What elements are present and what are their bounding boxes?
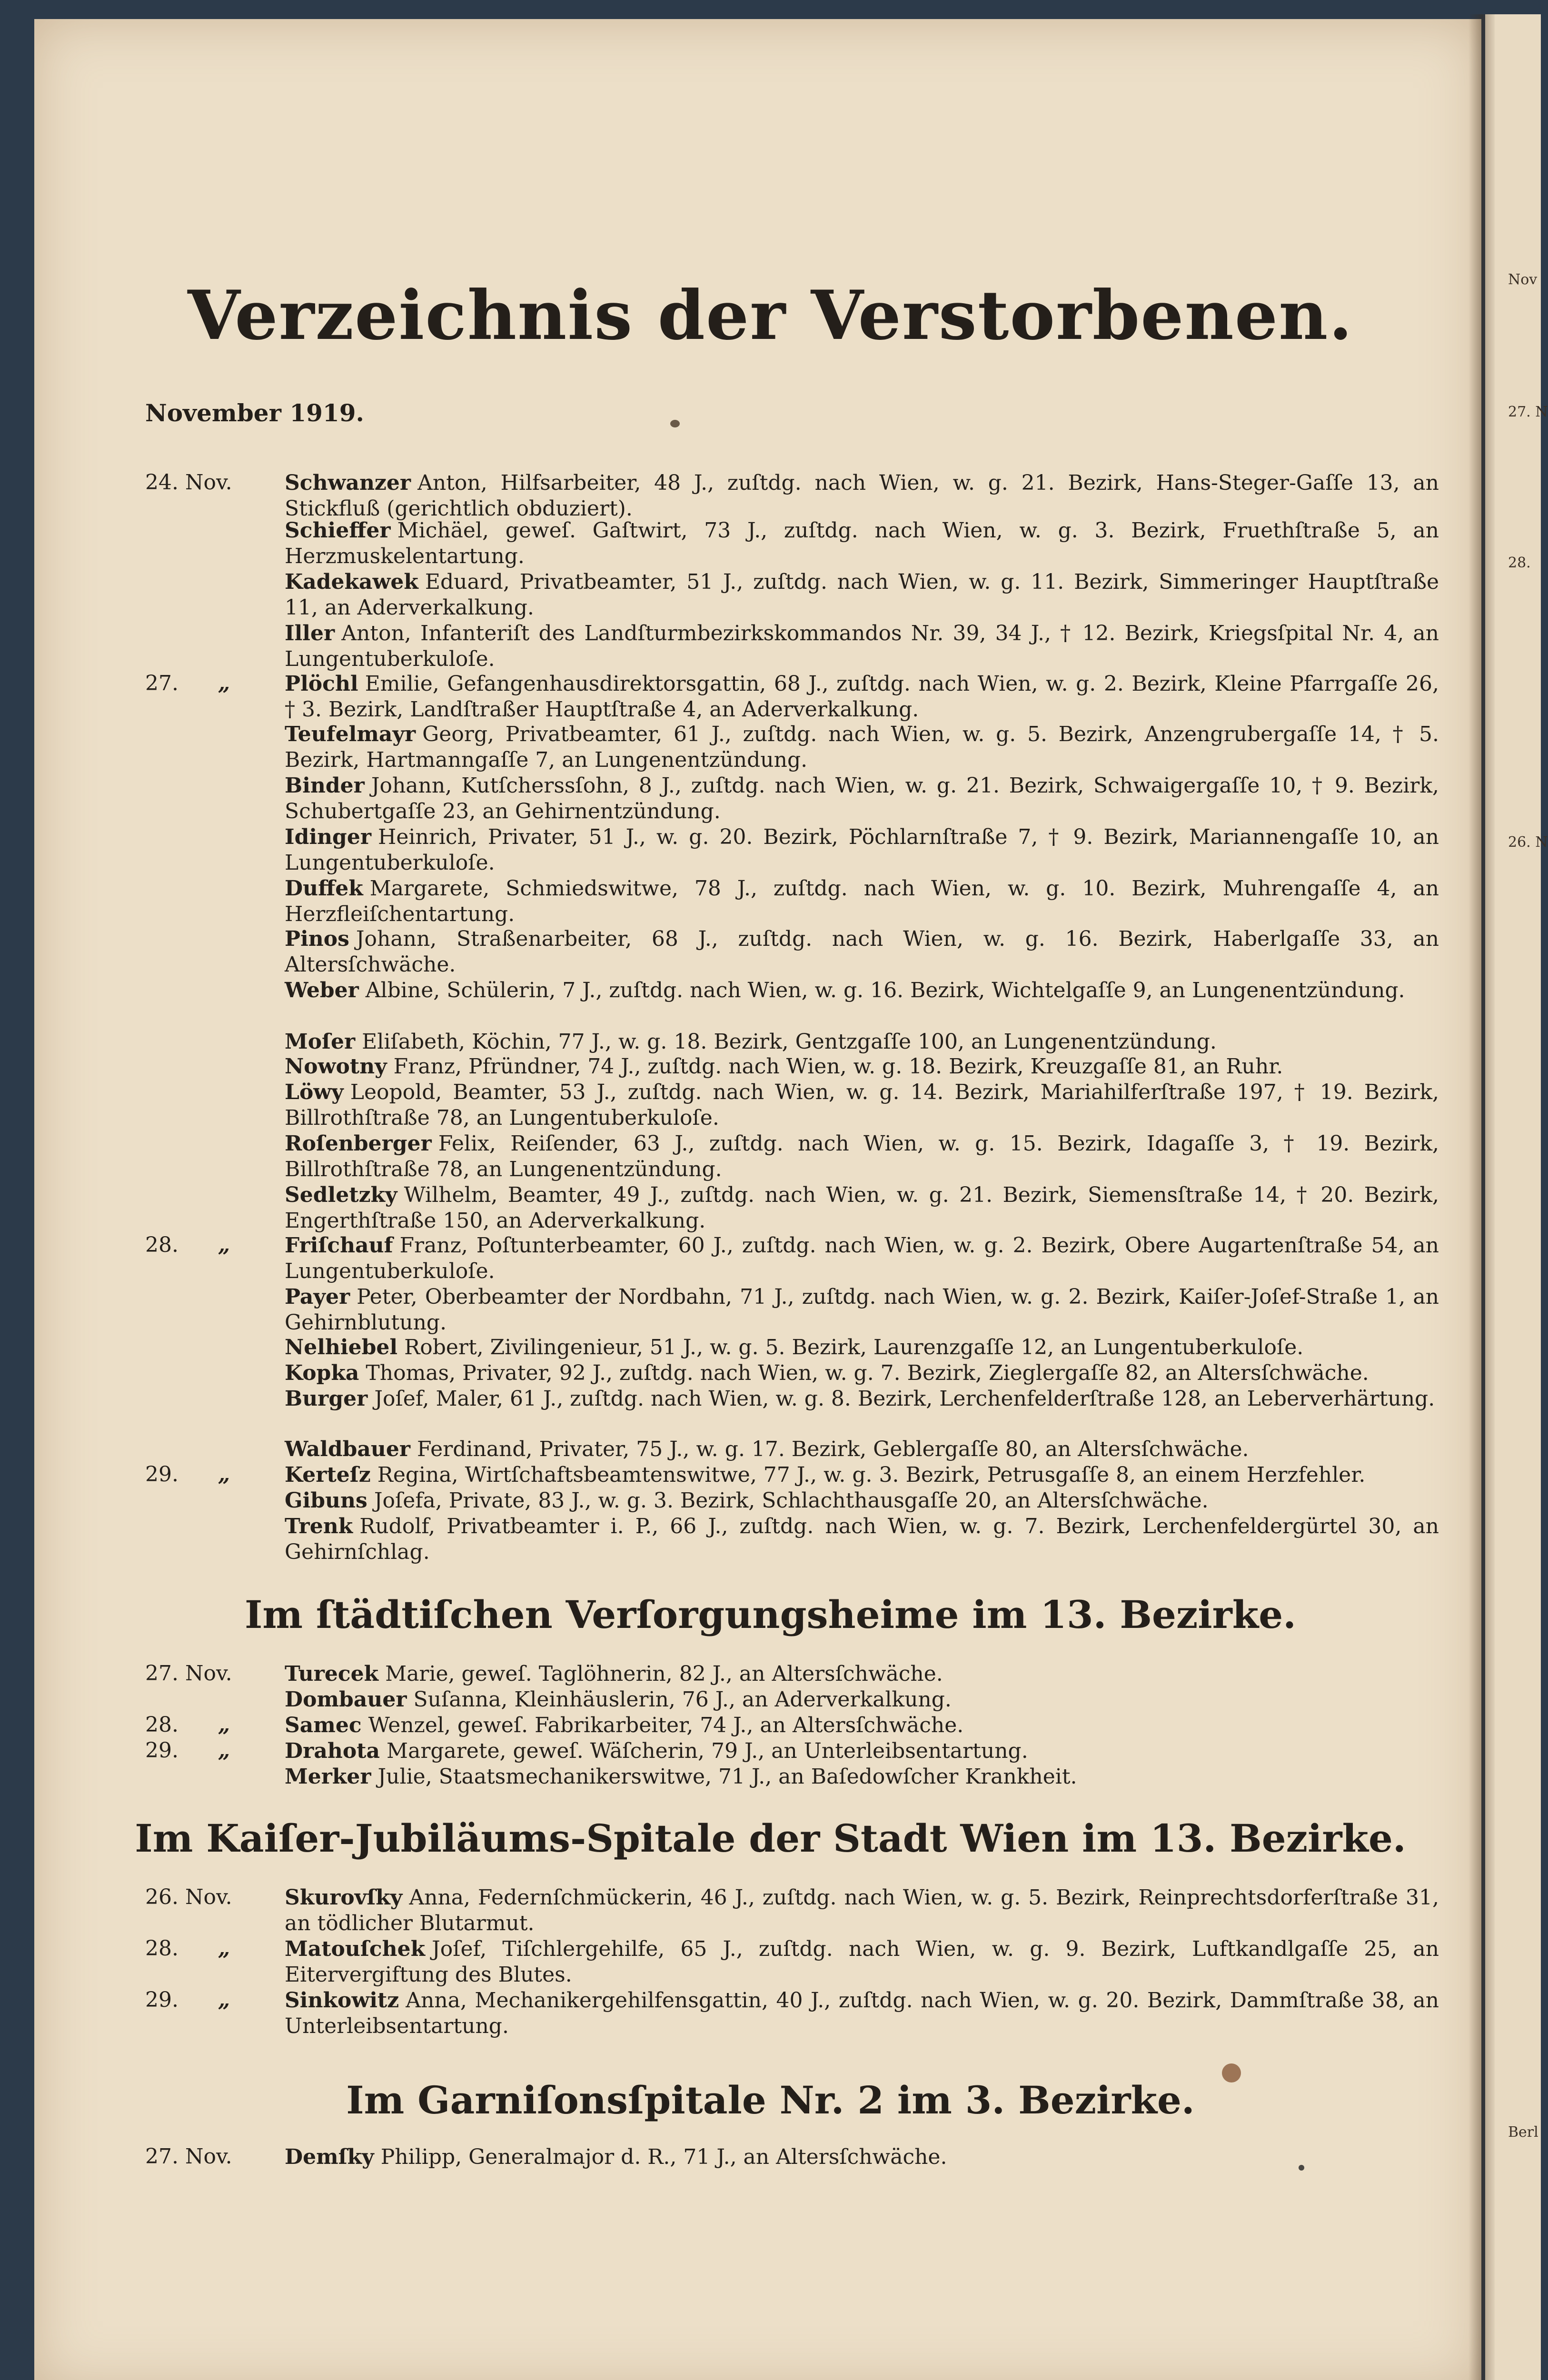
- entry-text: [285, 1661, 1439, 1687]
- deceased-surname: Nelhiebel: [285, 1335, 398, 1359]
- margin-fragment: 27. N: [1508, 404, 1548, 420]
- margin-fragment: Nov: [1508, 271, 1538, 288]
- ditto-mark: „: [218, 1233, 230, 1257]
- month-heading: November 1919.: [145, 399, 364, 427]
- entry-details: Anna, Federnſchmückerin, 46 J., zuſtdg. nach Wien, w. g. 5. Bezirk, Reinprechtsdorferſtraße 31, an tödlicher Blutarmut.: [285, 1885, 1439, 1935]
- ditto-mark: „: [218, 1988, 230, 2012]
- entry-details: Michäel, geweſ. Gaſtwirt, 73 J., zuſtdg. nach Wien, w. g. 3. Bezirk, Fruethſtraße 5, an Herzmuskelentartung.: [285, 518, 1439, 568]
- entry-date: 27.: [145, 671, 179, 695]
- entry-text: [285, 1335, 1439, 1360]
- entry-details: Georg, Privatbeamter, 61 J., zuſtdg. nach Wien, w. g. 5. Bezirk, Anzengrubergaſſe 14, † 5. Bezirk, Hartmanngaſſe 7, an Lungenentzündung.: [285, 722, 1439, 772]
- entry-details: Rudolf, Privatbeamter i. P., 66 J., zuſtdg. nach Wien, w. g. 7. Bezirk, Lerchenfeldergürtel 30, an Gehirnſchlag.: [285, 1514, 1439, 1564]
- entry-details: Johann, Kutſcherssſohn, 8 J., zuſtdg. nach Wien, w. g. 21. Bezirk, Schwaigergaſſe 10, † 9. Bezirk, Schubertgaſſe 23, an Gehirnentzündung.: [285, 774, 1439, 823]
- deceased-surname: Trenk: [285, 1514, 353, 1538]
- entry-details: Heinrich, Privater, 51 J., w. g. 20. Bezirk, Pöchlarnſtraße 7, † 9. Bezirk, Mariannengaſſe 10, an Lungentuberkuloſe.: [285, 825, 1439, 875]
- deceased-surname: Gibuns: [285, 1488, 367, 1513]
- deceased-surname: Nowotny: [285, 1054, 387, 1079]
- entry-text: [285, 1284, 1439, 1336]
- ditto-mark: „: [218, 1462, 230, 1487]
- entry-details: Julie, Staatsmechanikerswitwe, 71 J., an Baſedowſcher Krankheit.: [377, 1765, 1077, 1789]
- ditto-mark: „: [218, 671, 230, 695]
- margin-fragment: Berl: [1508, 2124, 1538, 2141]
- deceased-surname: Dombauer: [285, 1687, 407, 1712]
- entry-text: [285, 1462, 1439, 1488]
- entry-text: [285, 569, 1439, 621]
- deceased-surname: Sinkowitz: [285, 1988, 399, 2013]
- deceased-surname: Merker: [285, 1765, 371, 1789]
- entry-text: [285, 1437, 1439, 1462]
- entry-details: Albine, Schülerin, 7 J., zuſtdg. nach Wien, w. g. 16. Bezirk, Wichtelgaſſe 9, an Lungenentzündung.: [365, 978, 1405, 1002]
- entry-date: 28.: [145, 1713, 179, 1737]
- page-title: Verzeichnis der Verstorbenen.: [188, 276, 1353, 355]
- ditto-mark: „: [218, 1738, 230, 1763]
- entry-text: [285, 1360, 1439, 1386]
- deceased-surname: Moſer: [285, 1030, 356, 1054]
- entry-text: [285, 978, 1439, 1003]
- entry-text: [285, 1885, 1439, 1936]
- deceased-surname: Kadekawek: [285, 570, 418, 594]
- entry-details: Anton, Infanteriſt des Landſturmbezirkskommandos Nr. 39, 34 J., † 12. Bezirk, Kriegsſpital Nr. 4, an Lungentuberkuloſe.: [285, 621, 1439, 671]
- deceased-surname: Löwy: [285, 1080, 344, 1104]
- entry-text: [285, 1514, 1439, 1565]
- entry-text: [285, 1233, 1439, 1284]
- entry-date: 27. Nov.: [145, 1661, 232, 1686]
- deceased-surname: Skurovſky: [285, 1885, 403, 1910]
- entry-details: Peter, Oberbeamter der Nordbahn, 71 J., zuſtdg. nach Wien, w. g. 2. Bezirk, Kaiſer-Joſef-Straße 1, an Gehirnblutung.: [285, 1285, 1439, 1335]
- deceased-surname: Binder: [285, 774, 365, 798]
- entry-date: 29.: [145, 1738, 179, 1763]
- entry-text: [285, 2144, 1439, 2170]
- entry-details: Joſefa, Private, 83 J., w. g. 3. Bezirk, Schlachthausgaſſe 20, an Altersſchwäche.: [374, 1488, 1209, 1513]
- entry-details: Thomas, Privater, 92 J., zuſtdg. nach Wien, w. g. 7. Bezirk, Zieglergaſſe 82, an Altersſchwäche.: [366, 1361, 1369, 1385]
- entry-details: Philipp, Generalmajor d. R., 71 J., an Altersſchwäche.: [380, 2145, 947, 2169]
- entry-text: [285, 1713, 1439, 1738]
- deceased-surname: Kerteſz: [285, 1463, 371, 1487]
- deceased-surname: Iller: [285, 621, 335, 645]
- entry-text: [285, 1029, 1439, 1055]
- entry-text: [285, 518, 1439, 569]
- entry-text: [285, 876, 1439, 927]
- entry-details: Franz, Pfründner, 74 J., zuſtdg. nach Wien, w. g. 18. Bezirk, Kreuzgaſſe 81, an Ruhr.: [393, 1054, 1283, 1079]
- entry-text: [285, 671, 1439, 723]
- entry-details: Ferdinand, Privater, 75 J., w. g. 17. Bezirk, Geblergaſſe 80, an Altersſchwäche.: [417, 1437, 1249, 1461]
- entry-text: [285, 773, 1439, 824]
- entry-text: [285, 926, 1439, 978]
- ink-spot: [1222, 2063, 1241, 2082]
- spine-shadow: [1469, 14, 1495, 2380]
- ink-spot: [670, 420, 680, 427]
- deceased-surname: Weber: [285, 978, 359, 1002]
- entry-text: [285, 1080, 1439, 1131]
- entry-date: 29.: [145, 1988, 179, 2012]
- deceased-surname: Payer: [285, 1285, 350, 1309]
- entry-details: Johann, Straßenarbeiter, 68 J., zuſtdg. nach Wien, w. g. 16. Bezirk, Haberlgaſſe 33, an Altersſchwäche.: [285, 927, 1439, 977]
- entry-text: [285, 1687, 1439, 1713]
- entry-text: [285, 621, 1439, 672]
- ditto-mark: „: [218, 1936, 230, 1961]
- entry-text: [285, 1738, 1439, 1764]
- entry-details: Joſef, Tiſchlergehilfe, 65 J., zuſtdg. nach Wien, w. g. 9. Bezirk, Luftkandlgaſſe 25, an Eitervergiftung des Blutes.: [285, 1937, 1439, 1987]
- entry-details: Margarete, geweſ. Wäſcherin, 79 J., an Unterleibsentartung.: [387, 1739, 1028, 1763]
- section-heading-jubilaeumsspital: Im Kaiſer-Jubiläums-Spitale der Stadt Wien im 13. Bezirke.: [135, 1816, 1406, 1861]
- entry-details: Robert, Zivilingenieur, 51 J., w. g. 5. Bezirk, Laurenzgaſſe 12, an Lungentuberkuloſe.: [404, 1335, 1304, 1359]
- entry-details: Anna, Mechanikergehilfensgattin, 40 J., zuſtdg. nach Wien, w. g. 20. Bezirk, Dammſtraße 38, an Unterleibsentartung.: [285, 1988, 1439, 2038]
- entry-details: Leopold, Beamter, 53 J., zuſtdg. nach Wien, w. g. 14. Bezirk, Mariahilferſtraße 197, † 19. Bezirk, Billrothſtraße 78, an Lungentuberkuloſe.: [285, 1080, 1439, 1130]
- entry-details: Eduard, Privatbeamter, 51 J., zuſtdg. nach Wien, w. g. 11. Bezirk, Simmeringer Hauptſtraße 11, an Aderverkalkung.: [285, 570, 1439, 620]
- deceased-surname: Turecek: [285, 1662, 379, 1686]
- entry-text: [285, 1988, 1439, 2039]
- margin-fragment: 28.: [1508, 555, 1531, 571]
- entry-text: [285, 1764, 1439, 1790]
- entry-details: Anton, Hilfsarbeiter, 48 J., zuſtdg. nach Wien, w. g. 21. Bezirk, Hans-Steger-Gaſſe 13, an Stickfluß (gerichtlich obduziert).: [285, 471, 1439, 521]
- entry-details: Joſef, Maler, 61 J., zuſtdg. nach Wien, w. g. 8. Bezirk, Lerchenfelderſtraße 128, an Leberverhärtung.: [374, 1387, 1435, 1411]
- entry-date: 27. Nov.: [145, 2144, 232, 2169]
- entry-text: [285, 1936, 1439, 1988]
- entry-details: Marie, geweſ. Taglöhnerin, 82 J., an Altersſchwäche.: [385, 1662, 943, 1686]
- entry-details: Eliſabeth, Köchin, 77 J., w. g. 18. Bezirk, Gentzgaſſe 100, an Lungenentzündung.: [362, 1030, 1217, 1054]
- ditto-mark: „: [218, 1713, 230, 1737]
- deceased-surname: Pinos: [285, 927, 349, 951]
- entry-text: [285, 722, 1439, 773]
- entry-date: 29.: [145, 1462, 179, 1487]
- deceased-surname: Waldbauer: [285, 1437, 411, 1461]
- entry-date: 28.: [145, 1233, 179, 1257]
- margin-fragment: 26. N: [1508, 834, 1548, 851]
- entry-text: [285, 1131, 1439, 1182]
- deceased-surname: Drahota: [285, 1739, 380, 1763]
- section-heading-versorgungsheim: Im ſtädtiſchen Verſorgungsheime im 13. Bezirke.: [245, 1592, 1296, 1637]
- entry-details: Wenzel, geweſ. Fabrikarbeiter, 74 J., an Altersſchwäche.: [368, 1713, 964, 1737]
- deceased-surname: Teufelmayr: [285, 722, 416, 746]
- entry-text: [285, 1488, 1439, 1514]
- deceased-surname: Matouſchek: [285, 1937, 426, 1961]
- deceased-surname: Kopka: [285, 1361, 359, 1385]
- entry-text: [285, 1386, 1439, 1412]
- deceased-surname: Sedletzky: [285, 1183, 397, 1207]
- deceased-surname: Plöchl: [285, 672, 358, 696]
- deceased-surname: Schieffer: [285, 518, 391, 543]
- entry-date: 24. Nov.: [145, 470, 232, 495]
- entry-details: Wilhelm, Beamter, 49 J., zuſtdg. nach Wien, w. g. 21. Bezirk, Siemensſtraße 14, † 20. Bezirk, Engerthſtraße 150, an Aderverkalkung.: [285, 1183, 1439, 1233]
- deceased-surname: Idinger: [285, 825, 371, 849]
- entry-text: [285, 824, 1439, 876]
- entry-text: [285, 470, 1439, 522]
- ink-spot: [1299, 2165, 1304, 2171]
- deceased-surname: Duffek: [285, 876, 363, 901]
- deceased-surname: Burger: [285, 1387, 368, 1411]
- entry-details: Franz, Poſtunterbeamter, 60 J., zuſtdg. nach Wien, w. g. 2. Bezirk, Obere Augartenſtraße 54, an Lungentuberkuloſe.: [285, 1233, 1439, 1283]
- entry-details: Emilie, Gefangenhausdirektorsgattin, 68 J., zuſtdg. nach Wien, w. g. 2. Bezirk, Kleine Pfarrgaſſe 26, † 3. Bezirk, Landſtraßer Hauptſtraße 4, an Aderverkalkung.: [285, 672, 1439, 722]
- deceased-surname: Roſenberger: [285, 1131, 432, 1156]
- entry-text: [285, 1054, 1439, 1080]
- deceased-surname: Demſky: [285, 2145, 374, 2169]
- deceased-surname: Samec: [285, 1713, 362, 1737]
- entry-text: [285, 1182, 1439, 1234]
- entry-details: Suſanna, Kleinhäuslerin, 76 J., an Aderverkalkung.: [413, 1687, 952, 1712]
- deceased-surname: Schwanzer: [285, 471, 411, 495]
- deceased-surname: Friſchauf: [285, 1233, 393, 1258]
- entry-date: 28.: [145, 1936, 179, 1961]
- entry-date: 26. Nov.: [145, 1885, 232, 1909]
- entry-details: Margarete, Schmiedswitwe, 78 J., zuſtdg. nach Wien, w. g. 10. Bezirk, Muhrengaſſe 4, an Herzfleiſchentartung.: [285, 876, 1439, 926]
- section-heading-garnisonsspital: Im Garniſonsſpitale Nr. 2 im 3. Bezirke.: [346, 2078, 1195, 2122]
- entry-details: Felix, Reiſender, 63 J., zuſtdg. nach Wien, w. g. 15. Bezirk, Idagaſſe 3, † 19. Bezirk, Billrothſtraße 78, an Lungenentzündung.: [285, 1131, 1439, 1181]
- entry-details: Regina, Wirtſchaftsbeamtenswitwe, 77 J., w. g. 3. Bezirk, Petrusgaſſe 8, an einem Herzfehler.: [377, 1463, 1366, 1487]
